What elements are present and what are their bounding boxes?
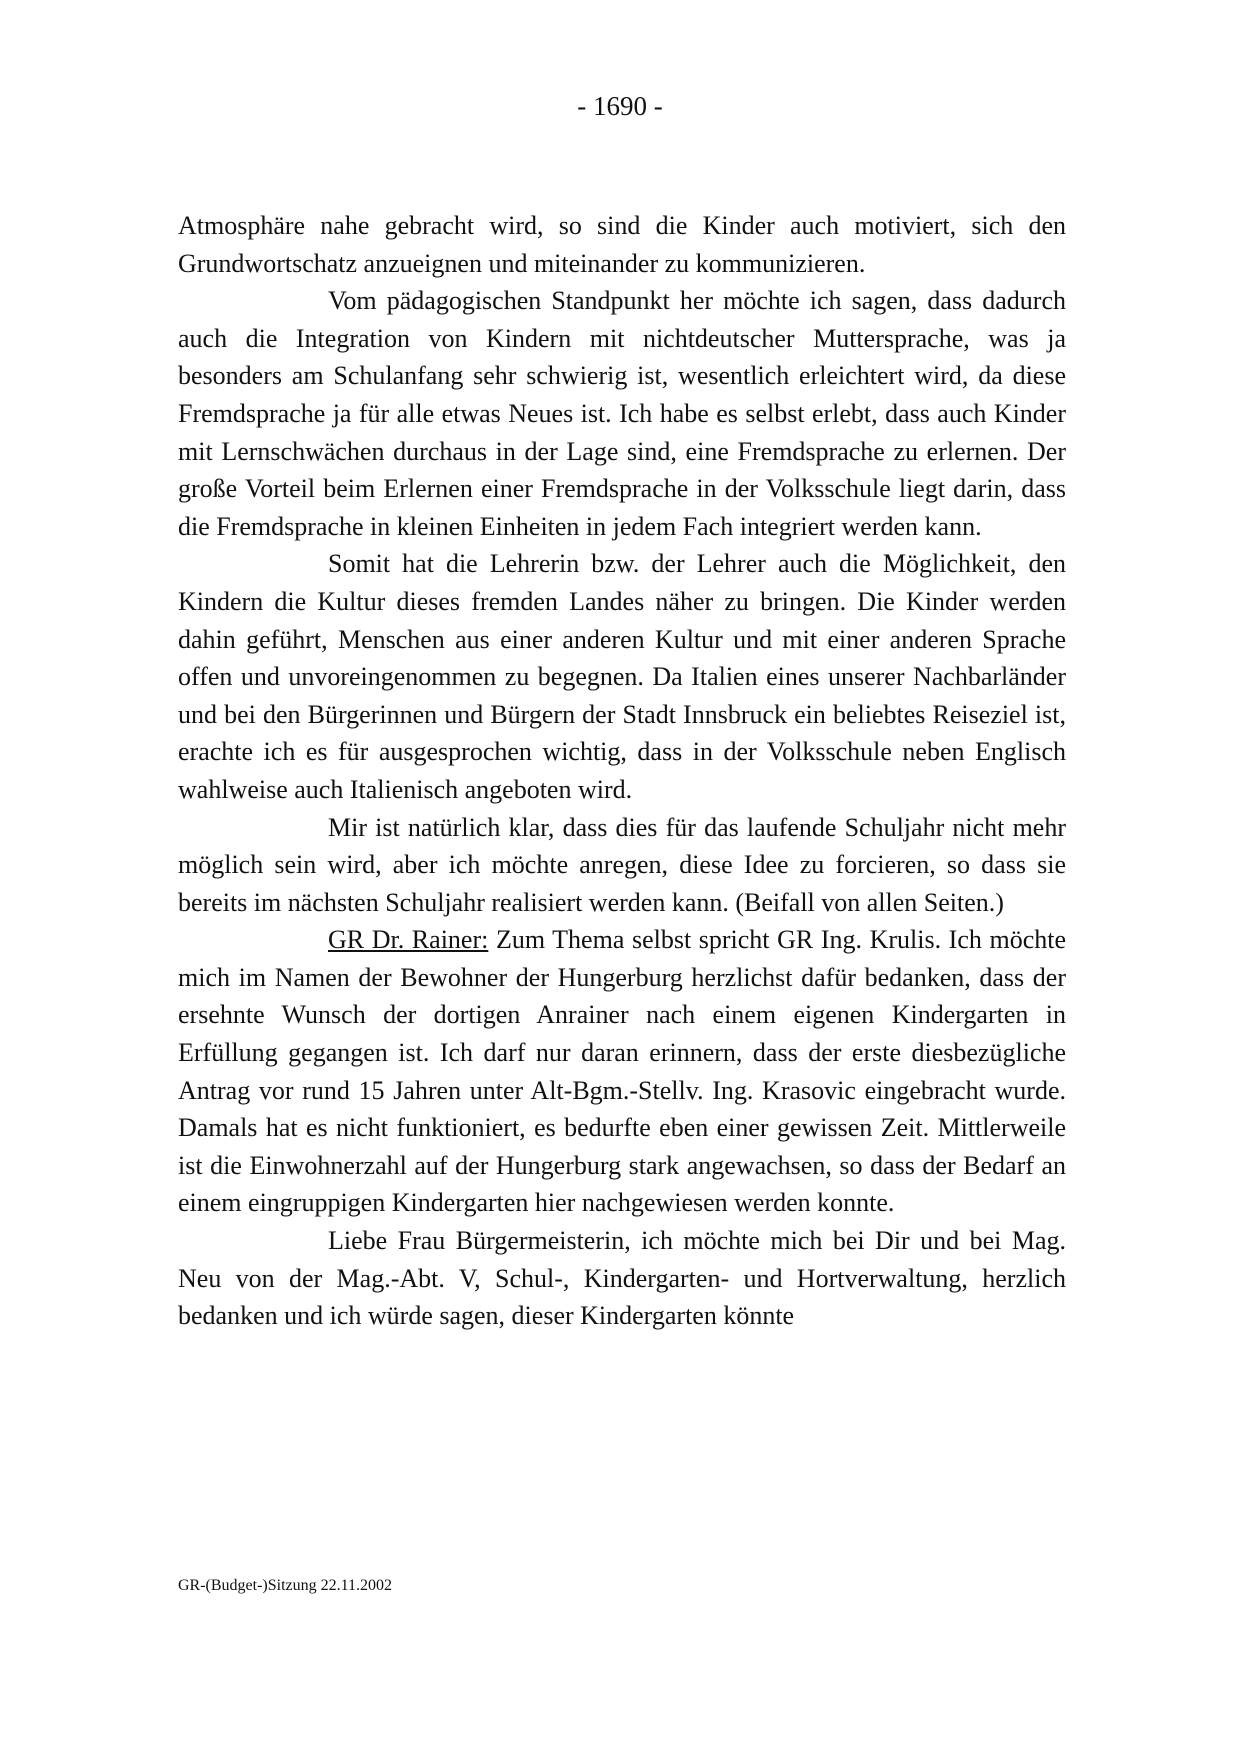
paragraph: Somit hat die Lehrerin bzw. der Lehrer auch die Möglichkeit, den Kindern die Kultur dieses fremden Landes näher zu bringen. Die Kinder werden dahin geführt, Menschen aus einer anderen Kultur und mit einer anderen Sprache offen und unvoreingenommen zu begegnen. Da Italien eines unserer Nachbarländer und bei den Bürgerinnen und Bürgern der Stadt Innsbruck ein beliebtes Reiseziel ist, erachte ich es für ausgesprochen wichtig, dass in der Volksschule neben Englisch wahlweise auch Italienisch angeboten wird.: [178, 549, 1066, 804]
document-body: [178, 207, 1066, 1335]
speaker-paragraph: [178, 921, 1066, 1222]
footer-session-label: GR-(Budget-)Sitzung 22.11.2002: [178, 1577, 393, 1594]
paragraph: Liebe Frau Bürgermeisterin, ich möchte mich bei Dir und bei Mag. Neu von der Mag.-Abt. V, Schul-, Kindergarten- und Hortverwaltung, herzlich bedanken und ich würde sagen, dieser Kindergarten könnte: [178, 1226, 1066, 1331]
speaker-name: GR Dr. Rainer:: [328, 925, 489, 955]
paragraph: Vom pädagogischen Standpunkt her möchte ich sagen, dass dadurch auch die Integration von Kindern mit nichtdeutscher Muttersprache, was ja besonders am Schulanfang sehr schwierig ist, wesentlich erleichtert wird, da diese Fremdsprache ja für alle etwas Neues ist. Ich habe es selbst erlebt, dass auch Kinder mit Lernschwächen durchaus in der Lage sind, eine Fremdsprache zu erlernen. Der große Vorteil beim Erlernen einer Fremdsprache in der Volksschule liegt darin, dass die Fremdsprache in kleinen Einheiten in jedem Fach integriert werden kann.: [178, 286, 1066, 541]
paragraph: Mir ist natürlich klar, dass dies für das laufende Schuljahr nicht mehr möglich sein wird, aber ich möchte anregen, diese Idee zu forcieren, so dass sie bereits im nächsten Schuljahr realisiert werden kann. (Beifall von allen Seiten.): [178, 812, 1066, 917]
paragraph-continuation: Atmosphäre nahe gebracht wird, so sind die Kinder auch motiviert, sich den Grundwortschatz anzueignen und miteinander zu kommunizieren.: [178, 211, 1066, 278]
page-number: - 1690 -: [577, 91, 663, 121]
speaker-statement: Zum Thema selbst spricht GR Ing. Krulis. Ich möchte mich im Namen der Bewohner der Hungerburg herzlichst dafür bedanken, dass der ersehnte Wunsch der dortigen Anrainer nach einem eigenen Kindergarten in Erfüllung gegangen ist. Ich darf nur daran erinnern, dass der erste diesbezügliche Antrag vor rund 15 Jahren unter Alt-Bgm.-Stellv. Ing. Krasovic eingebracht wurde. Damals hat es nicht funktioniert, es bedurfte eben einer gewissen Zeit. Mittlerweile ist die Einwohnerzahl auf der Hungerburg stark angewachsen, so dass der Bedarf an einem eingruppigen Kindergarten hier nachgewiesen werden konnte.: [178, 925, 1066, 1218]
